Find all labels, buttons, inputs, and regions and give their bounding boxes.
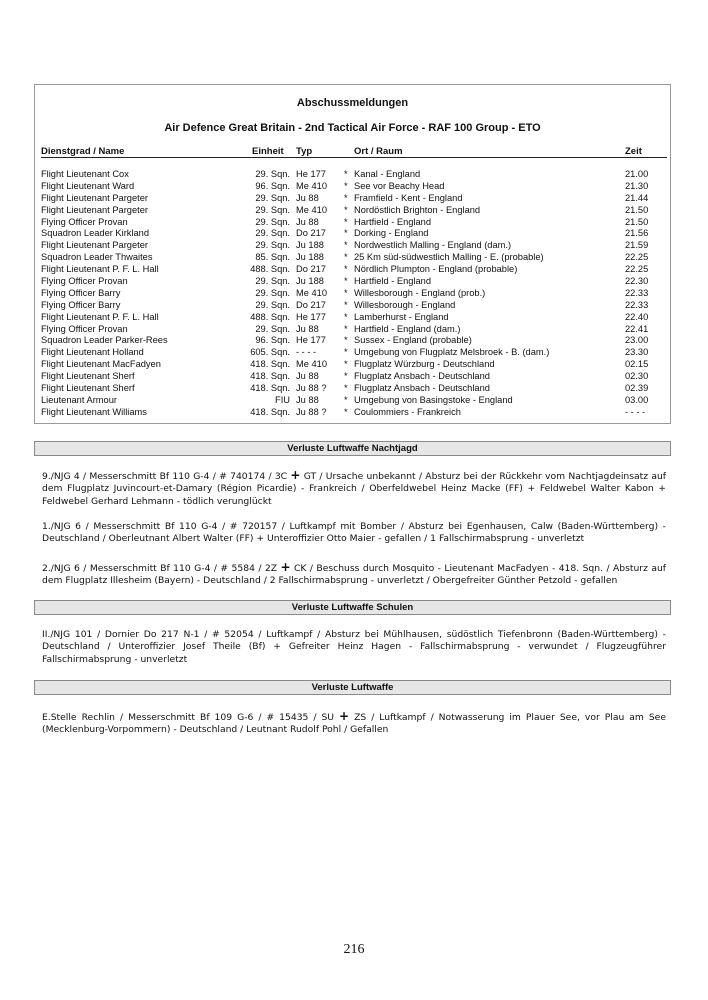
- claim-unit: 29. Sqn.: [255, 287, 290, 298]
- claim-unit: 418. Sqn.: [250, 359, 290, 370]
- entry-nachtjagd-2: 1./NJG 6 / Messerschmitt Bf 110 G-4 / # 720157 / Luftkampf mit Bomber / Absturz bei Egenhausen, Calw (Baden-Württemberg) - Deutschland / Oberleutnant Albert Walter (FF) + Unteroffizier Otto Maier - gefallen / 1 Fallschirmabsprung - unverletzt: [42, 521, 666, 545]
- claim-rank-name: Flight Lieutenant Cox: [41, 169, 129, 179]
- section-title-nachtjagd: Verluste Luftwaffe Nachtjagd: [34, 441, 671, 456]
- claim-marker: *: [344, 323, 348, 334]
- claim-marker: *: [344, 216, 348, 227]
- claim-time: 22.33: [625, 287, 649, 298]
- claim-row: [35, 347, 670, 359]
- header-underline: [41, 157, 667, 158]
- claim-time: 22.40: [625, 311, 649, 322]
- claim-unit: 418. Sqn.: [250, 383, 290, 394]
- claim-type: He 177: [296, 311, 326, 322]
- claim-place: Umgebung von Flugplatz Melsbroek - B. (dam.): [354, 347, 550, 358]
- entry-nachtjagd-1: 9./NJG 4 / Messerschmitt Bf 110 G-4 / # 740174 / 3C + GT / Ursache unbekannt / Absturz bei der Rückkehr vom Nachtjagdeinsatz auf dem Flugplatz Juvincourt-et-Damary (Région Picardie) - Frankreich / Oberfeldwebel Heinz Macke (FF) + Feldwebel Walter Kabon + Feldwebel Gerhard Lehmann - tödlich verunglückt: [42, 468, 667, 507]
- claim-rank-name: Flight Lieutenant Ward: [41, 180, 135, 191]
- claim-row: [35, 312, 670, 324]
- claim-type: Ju 88 ?: [296, 406, 327, 417]
- claim-rank-name: Flight Lieutenant MacFadyen: [41, 359, 161, 370]
- claim-marker: *: [344, 383, 348, 394]
- claim-unit: 29. Sqn.: [255, 323, 290, 334]
- claim-time: 23.00: [625, 335, 649, 346]
- claim-place: Flugplatz Ansbach - Deutschland: [354, 383, 490, 394]
- claim-marker: *: [344, 264, 348, 275]
- claim-marker: *: [344, 299, 348, 310]
- entry-nachtjagd-3: 2./NJG 6 / Messerschmitt Bf 110 G-4 / # 5584 / 2Z + CK / Beschuss durch Mosquito - Lieutenant MacFadyen - 418. Sqn. / Absturz auf dem Flugplatz Illesheim (Bayern) - Deutschland / 2 Fallschirmabsprung - unverletzt / Obergefreiter Günther Petzold - gefallen: [42, 560, 667, 587]
- claim-place: 25 Km süd-südwestlich Malling - E. (probable): [354, 252, 544, 263]
- claim-time: 22.30: [625, 276, 649, 287]
- claim-place: Framfield - Kent - England: [354, 192, 463, 203]
- claim-row: [35, 264, 670, 276]
- claim-place: Willesborough - England (prob.): [354, 287, 486, 298]
- claim-type: Ju 88: [296, 216, 319, 227]
- claim-time: 23.30: [625, 347, 649, 358]
- claim-type: Ju 188: [296, 252, 324, 263]
- claim-row: [35, 395, 670, 407]
- claims-table-box: [34, 84, 671, 424]
- claim-place: Lamberhurst - England: [354, 311, 449, 322]
- claim-place: See vor Beachy Head: [354, 180, 445, 191]
- claim-time: 21.59: [625, 240, 649, 251]
- claim-unit: 418. Sqn.: [250, 371, 290, 382]
- claim-marker: *: [344, 192, 348, 203]
- claim-row: [35, 252, 670, 264]
- claim-place: Nordöstlich Brighton - England: [354, 204, 481, 215]
- claim-rank-name: Flying Officer Barry: [41, 299, 121, 310]
- claim-rank-name: Squadron Leader Kirkland: [41, 228, 150, 239]
- claim-type: Ju 88 ?: [296, 383, 327, 394]
- claim-unit: 605. Sqn.: [250, 347, 290, 358]
- claim-rank-name: Flight Lieutenant Sherf: [41, 383, 135, 394]
- claim-time: 02.39: [625, 383, 649, 394]
- header-type: Typ: [296, 146, 313, 157]
- claim-type: Ju 188: [296, 240, 324, 251]
- claim-unit: 85. Sqn.: [255, 252, 290, 263]
- claim-unit: 29. Sqn.: [255, 240, 290, 251]
- claim-time: 21.50: [625, 204, 649, 215]
- claim-time: 22.33: [625, 299, 649, 310]
- claim-rank-name: Flight Lieutenant Williams: [41, 406, 147, 417]
- claim-type: Ju 88: [296, 192, 319, 203]
- claim-type: Me 410: [296, 180, 328, 191]
- claim-rank-name: Flying Officer Barry: [41, 287, 121, 298]
- claim-unit: 29. Sqn.: [255, 204, 290, 215]
- claim-type: Do 217: [296, 264, 326, 275]
- claim-rank-name: Flight Lieutenant Pargeter: [41, 192, 148, 203]
- claims-rows: [35, 169, 670, 419]
- claim-place: Sussex - England (probable): [354, 335, 472, 346]
- entry-schulen-1: II./NJG 101 / Dornier Do 217 N-1 / # 52054 / Luftkampf / Absturz bei Mühlhausen, südöstlich Tiefenbronn (Baden-Württemberg) - Deutschland / Unteroffizier Josef Theile (Bf) + Gefreiter Heinz Hagen - Fallschirmabsprung - verwundet / Flugzeugführer Fallschirmabsprung - unverletzt: [42, 629, 666, 665]
- claim-unit: 29. Sqn.: [255, 192, 290, 203]
- claim-row: [35, 300, 670, 312]
- claim-marker: *: [344, 347, 348, 358]
- claim-rank-name: Flight Lieutenant Pargeter: [41, 240, 148, 251]
- claim-type: Me 410: [296, 359, 328, 370]
- section-title-schulen: Verluste Luftwaffe Schulen: [34, 600, 671, 615]
- entry-luftwaffe-1: E.Stelle Rechlin / Messerschmitt Bf 109 G-6 / # 15435 / SU + ZS / Luftkampf / Notwasserung im Plauer See, vor Plau am See (Mecklenburg-Vorpommern) - Deutschland / Leutnant Rudolf Pohl / Gefallen: [42, 709, 666, 736]
- claim-row: [35, 193, 670, 205]
- claim-type: Me 410: [296, 204, 328, 215]
- claim-place: Nördlich Plumpton - England (probable): [354, 264, 518, 275]
- claim-place: Dorking - England: [354, 228, 429, 239]
- claim-marker: *: [344, 406, 348, 417]
- claim-place: Flugplatz Ansbach - Deutschland: [354, 371, 490, 382]
- claim-rank-name: Squadron Leader Thwaites: [41, 252, 153, 263]
- claim-time: 02.30: [625, 371, 649, 382]
- claim-rank-name: Flight Lieutenant Pargeter: [41, 204, 148, 215]
- cross-symbol: +: [280, 560, 291, 574]
- claim-unit: 488. Sqn.: [250, 264, 290, 275]
- claim-row: [35, 276, 670, 288]
- claim-rank-name: Squadron Leader Parker-Rees: [41, 335, 168, 346]
- claim-unit: 29. Sqn.: [255, 169, 290, 179]
- header-unit: Einheit: [252, 146, 284, 157]
- claim-marker: *: [344, 169, 348, 179]
- claim-rank-name: Lieutenant Armour: [41, 394, 117, 405]
- claim-rank-name: Flight Lieutenant Holland: [41, 347, 144, 358]
- claim-unit: 96. Sqn.: [255, 180, 290, 191]
- claim-type: Do 217: [296, 228, 326, 239]
- claim-time: 21.50: [625, 216, 649, 227]
- claim-type: He 177: [296, 335, 326, 346]
- claim-unit: 29. Sqn.: [255, 299, 290, 310]
- claim-place: Kanal - England: [354, 169, 421, 179]
- claim-marker: *: [344, 240, 348, 251]
- claim-place: Umgebung von Basingstoke - England: [354, 394, 513, 405]
- claim-row: [35, 205, 670, 217]
- claim-place: Hartfield - England: [354, 216, 431, 227]
- claim-place: Nordwestlich Malling - England (dam.): [354, 240, 512, 251]
- claim-time: 03.00: [625, 394, 649, 405]
- claim-place: Coulommiers - Frankreich: [354, 406, 461, 417]
- cross-symbol: +: [339, 709, 350, 723]
- claim-type: He 177: [296, 169, 326, 179]
- claim-type: Ju 88: [296, 323, 319, 334]
- header-place: Ort / Raum: [354, 146, 403, 157]
- claim-place: Hartfield - England: [354, 276, 431, 287]
- claim-unit: 488. Sqn.: [250, 311, 290, 322]
- claim-row: [35, 228, 670, 240]
- claim-marker: *: [344, 335, 348, 346]
- claim-marker: *: [344, 287, 348, 298]
- claim-rank-name: Flight Lieutenant Sherf: [41, 371, 135, 382]
- claim-unit: 29. Sqn.: [255, 276, 290, 287]
- claim-unit: 29. Sqn.: [255, 228, 290, 239]
- claim-time: 21.56: [625, 228, 649, 239]
- claim-time: 02.15: [625, 359, 649, 370]
- claim-row: [35, 383, 670, 395]
- claims-subtitle: Air Defence Great Britain - 2nd Tactical Air Force - RAF 100 Group - ETO: [164, 122, 541, 134]
- claim-marker: *: [344, 204, 348, 215]
- claim-time: 22.25: [625, 252, 649, 263]
- claim-row: [35, 324, 670, 336]
- header-rank-name: Dienstgrad / Name: [41, 146, 125, 157]
- claim-unit: 29. Sqn.: [255, 216, 290, 227]
- claim-marker: *: [344, 359, 348, 370]
- claim-row: [35, 371, 670, 383]
- claim-marker: *: [344, 276, 348, 287]
- claim-row: [35, 217, 670, 229]
- claim-time: 22.25: [625, 264, 649, 275]
- section-title-luftwaffe: Verluste Luftwaffe: [34, 680, 671, 695]
- page-number: 216: [343, 942, 365, 957]
- claim-row: [35, 359, 670, 371]
- claim-type: - - - -: [296, 347, 317, 358]
- claim-rank-name: Flight Lieutenant P. F. L. Hall: [41, 311, 159, 322]
- claim-place: Flugplatz Würzburg - Deutschland: [354, 359, 495, 370]
- claim-unit: 418. Sqn.: [250, 406, 290, 417]
- claim-unit: 96. Sqn.: [255, 335, 290, 346]
- claim-row: [35, 240, 670, 252]
- claim-marker: *: [344, 228, 348, 239]
- claim-marker: *: [344, 394, 348, 405]
- claim-type: Do 217: [296, 299, 326, 310]
- claim-time: 21.44: [625, 192, 649, 203]
- claim-marker: *: [344, 311, 348, 322]
- claim-row: [35, 288, 670, 300]
- claim-marker: *: [344, 371, 348, 382]
- header-time: Zeit: [625, 146, 642, 157]
- claim-row: [35, 335, 670, 347]
- cross-symbol: +: [290, 468, 301, 482]
- claim-unit: FIU: [275, 394, 290, 405]
- claim-row: [35, 407, 670, 419]
- claims-title: Abschussmeldungen: [296, 97, 409, 109]
- claim-row: [35, 169, 670, 181]
- claim-time: 21.30: [625, 180, 649, 191]
- claim-place: Hartfield - England (dam.): [354, 323, 461, 334]
- claim-rank-name: Flying Officer Provan: [41, 276, 128, 287]
- claim-marker: *: [344, 180, 348, 191]
- claim-rank-name: Flying Officer Provan: [41, 216, 128, 227]
- claim-time: 21.00: [625, 169, 649, 179]
- claim-time: 22.41: [625, 323, 649, 334]
- claim-type: Ju 88: [296, 394, 319, 405]
- claim-row: [35, 181, 670, 193]
- claim-type: Me 410: [296, 287, 328, 298]
- claim-time: - - - -: [625, 406, 646, 417]
- claim-marker: *: [344, 252, 348, 263]
- claim-type: Ju 188: [296, 276, 324, 287]
- claim-type: Ju 88: [296, 371, 319, 382]
- claim-place: Willesborough - England: [354, 299, 456, 310]
- claim-rank-name: Flying Officer Provan: [41, 323, 128, 334]
- claim-rank-name: Flight Lieutenant P. F. L. Hall: [41, 264, 159, 275]
